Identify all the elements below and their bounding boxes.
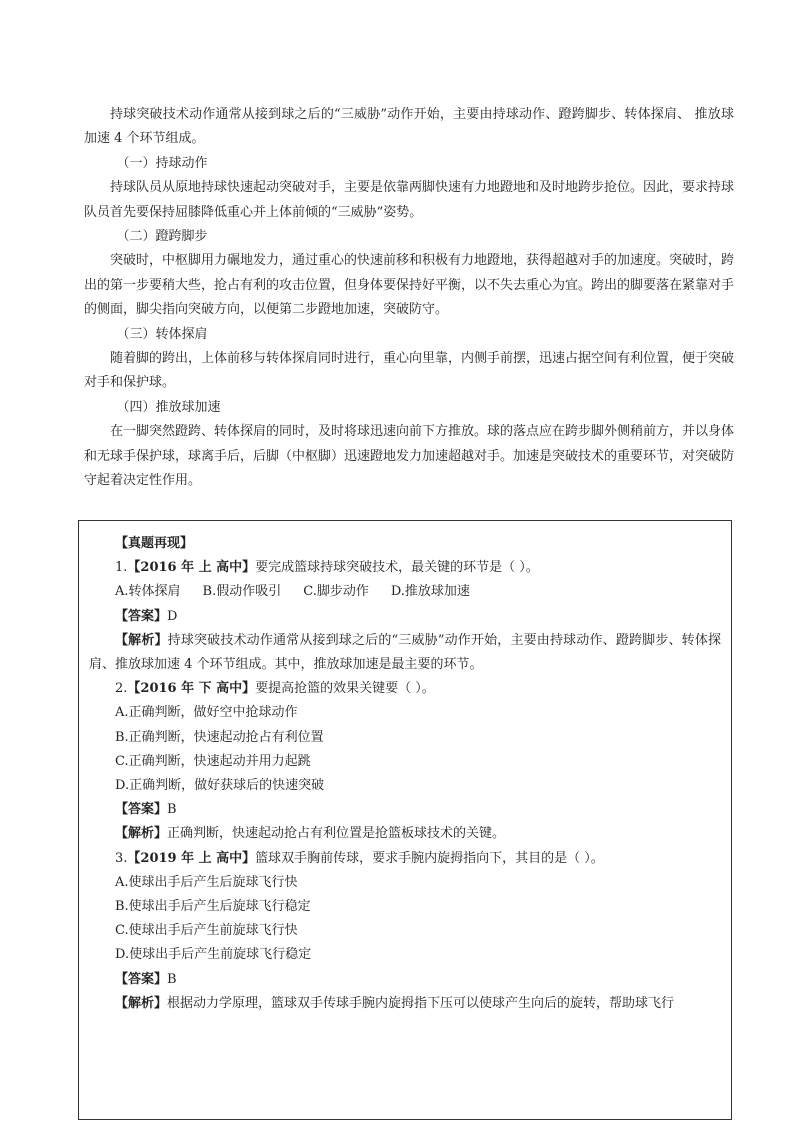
question-3-tag: 【2019 年 上 高中】	[127, 850, 256, 866]
question-2-option-a: A.正确判断，做好空中抢球动作	[115, 705, 298, 721]
explain-label: 【解析】	[115, 632, 168, 648]
question-3-explain-text: 根据动力学原理，篮球双手传球手腕内旋拇指下压可以使球产生向后的旋转，帮助球飞行	[167, 995, 675, 1011]
question-1	[89, 556, 721, 580]
question-1-stem: 要完成篮球持球突破技术，最关键的环节是（ ）。	[255, 560, 539, 576]
question-1-tag: 【2016 年 上 高中】	[127, 560, 256, 576]
question-2-option-d: D.正确判断，做好获球后的快速突破	[115, 778, 325, 794]
question-3-option-c: C.使球出手后产生前旋球飞行快	[115, 923, 298, 939]
question-1-option-d: D.推放球加速	[390, 584, 470, 600]
answer-label: 【答案】	[115, 802, 168, 818]
question-1-answer	[89, 605, 721, 629]
box-title: 【真题再现】	[115, 536, 194, 551]
explain-label: 【解析】	[115, 826, 168, 842]
section-text-2: 突破时，中枢脚用力碾地发力，通过重心的快速前移和积极有力地蹬地，获得超越对手的加速度。突破时，跨出的第一步要稍大些，抢占有利的攻击位置，但身体要保持好平衡，以不失去重心为宜。跨出的脚要落在紧靠对手的侧面，脚尖指向突破方向，以便第二步蹬地加速，突破防守。	[84, 253, 735, 318]
question-3-option-d: D.使球出手后产生前旋球飞行稳定	[115, 947, 312, 963]
question-2-tag: 【2016 年 下 高中】	[127, 681, 256, 697]
question-2-answer-value: B	[167, 802, 177, 818]
question-2-explain	[89, 822, 721, 846]
section-heading-3: （三）转体探肩	[116, 326, 208, 342]
section-heading-1: （一）持球动作	[116, 155, 208, 171]
question-1-number: 1.	[115, 560, 128, 576]
section-text-3: 随着脚的跨出，上体前移与转体探肩同时进行，重心向里靠，内侧手前摆，迅速占据空间有利位置，便于突破对手和保护球。	[84, 351, 735, 391]
explain-label: 【解析】	[115, 995, 168, 1011]
question-2-option-c: C.正确判断，快速起动并用力起跳	[115, 753, 311, 769]
question-3-option-b: B.使球出手后产生后旋球飞行稳定	[115, 899, 311, 915]
question-3-answer	[89, 968, 721, 992]
main-text	[84, 103, 734, 494]
question-3-option-a: A.使球出手后产生后旋球飞行快	[115, 874, 298, 890]
question-2-number: 2.	[115, 681, 128, 697]
exam-question-box	[78, 520, 732, 1120]
intro-paragraph: 持球突破技术动作通常从接到球之后的“三威胁”动作开始，主要由持球动作、蹬跨脚步、转体探肩、 推放球加速 4 个环节组成。	[84, 107, 734, 147]
question-2-explain-text: 正确判断，快速起动抢占有利位置是抢篮板球技术的关键。	[167, 826, 506, 842]
question-3-number: 3.	[115, 850, 128, 866]
question-1-option-c: C.脚步动作	[303, 584, 369, 600]
question-3-stem: 篮球双手胸前传球，要求手腕内旋拇指向下，其目的是（ ）。	[255, 850, 604, 866]
section-text-4: 在一脚突然蹬跨、转体探肩的同时，及时将球迅速向前下方推放。球的落点应在跨步脚外侧稍前方，并以身体和无球手保护球，球离手后，后脚（中枢脚）迅速蹬地发力加速超越对手。加速是突破技术的重要环节，对突破防守起着决定性作用。	[84, 424, 735, 489]
question-2-stem: 要提高抢篮的效果关键要（ ）。	[255, 681, 435, 697]
question-2-option-b: B.正确判断，快速起动抢占有利位置	[115, 729, 324, 745]
section-heading-4: （四）推放球加速	[116, 399, 221, 415]
question-3-answer-value: B	[167, 971, 177, 987]
section-text-1: 持球队员从原地持球快速起动突破对手，主要是依靠两脚快速有力地蹬地和及时地跨步抢位。因此，要求持球队员首先要保持屈膝降低重心并上体前倾的“三威胁”姿势。	[84, 180, 735, 220]
question-1-explain	[89, 629, 721, 677]
answer-label: 【答案】	[115, 608, 168, 624]
question-1-option-b: B.假动作吸引	[202, 584, 282, 600]
question-1-option-a: A.转体探肩	[115, 584, 181, 600]
answer-label: 【答案】	[115, 971, 168, 987]
question-2-answer	[89, 798, 721, 822]
question-1-explain-text: 持球突破技术动作通常从接到球之后的“三威胁”动作开始，主要由持球动作、蹬跨脚步、转体探肩、推放球加速 4 个环节组成。其中，推放球加速是最主要的环节。	[89, 632, 721, 673]
question-3-explain	[89, 992, 721, 1016]
question-2	[89, 677, 721, 701]
section-heading-2: （二）蹬跨脚步	[116, 229, 208, 245]
question-1-options	[89, 580, 721, 604]
question-3	[89, 847, 721, 871]
question-1-answer-value: D	[167, 608, 178, 624]
